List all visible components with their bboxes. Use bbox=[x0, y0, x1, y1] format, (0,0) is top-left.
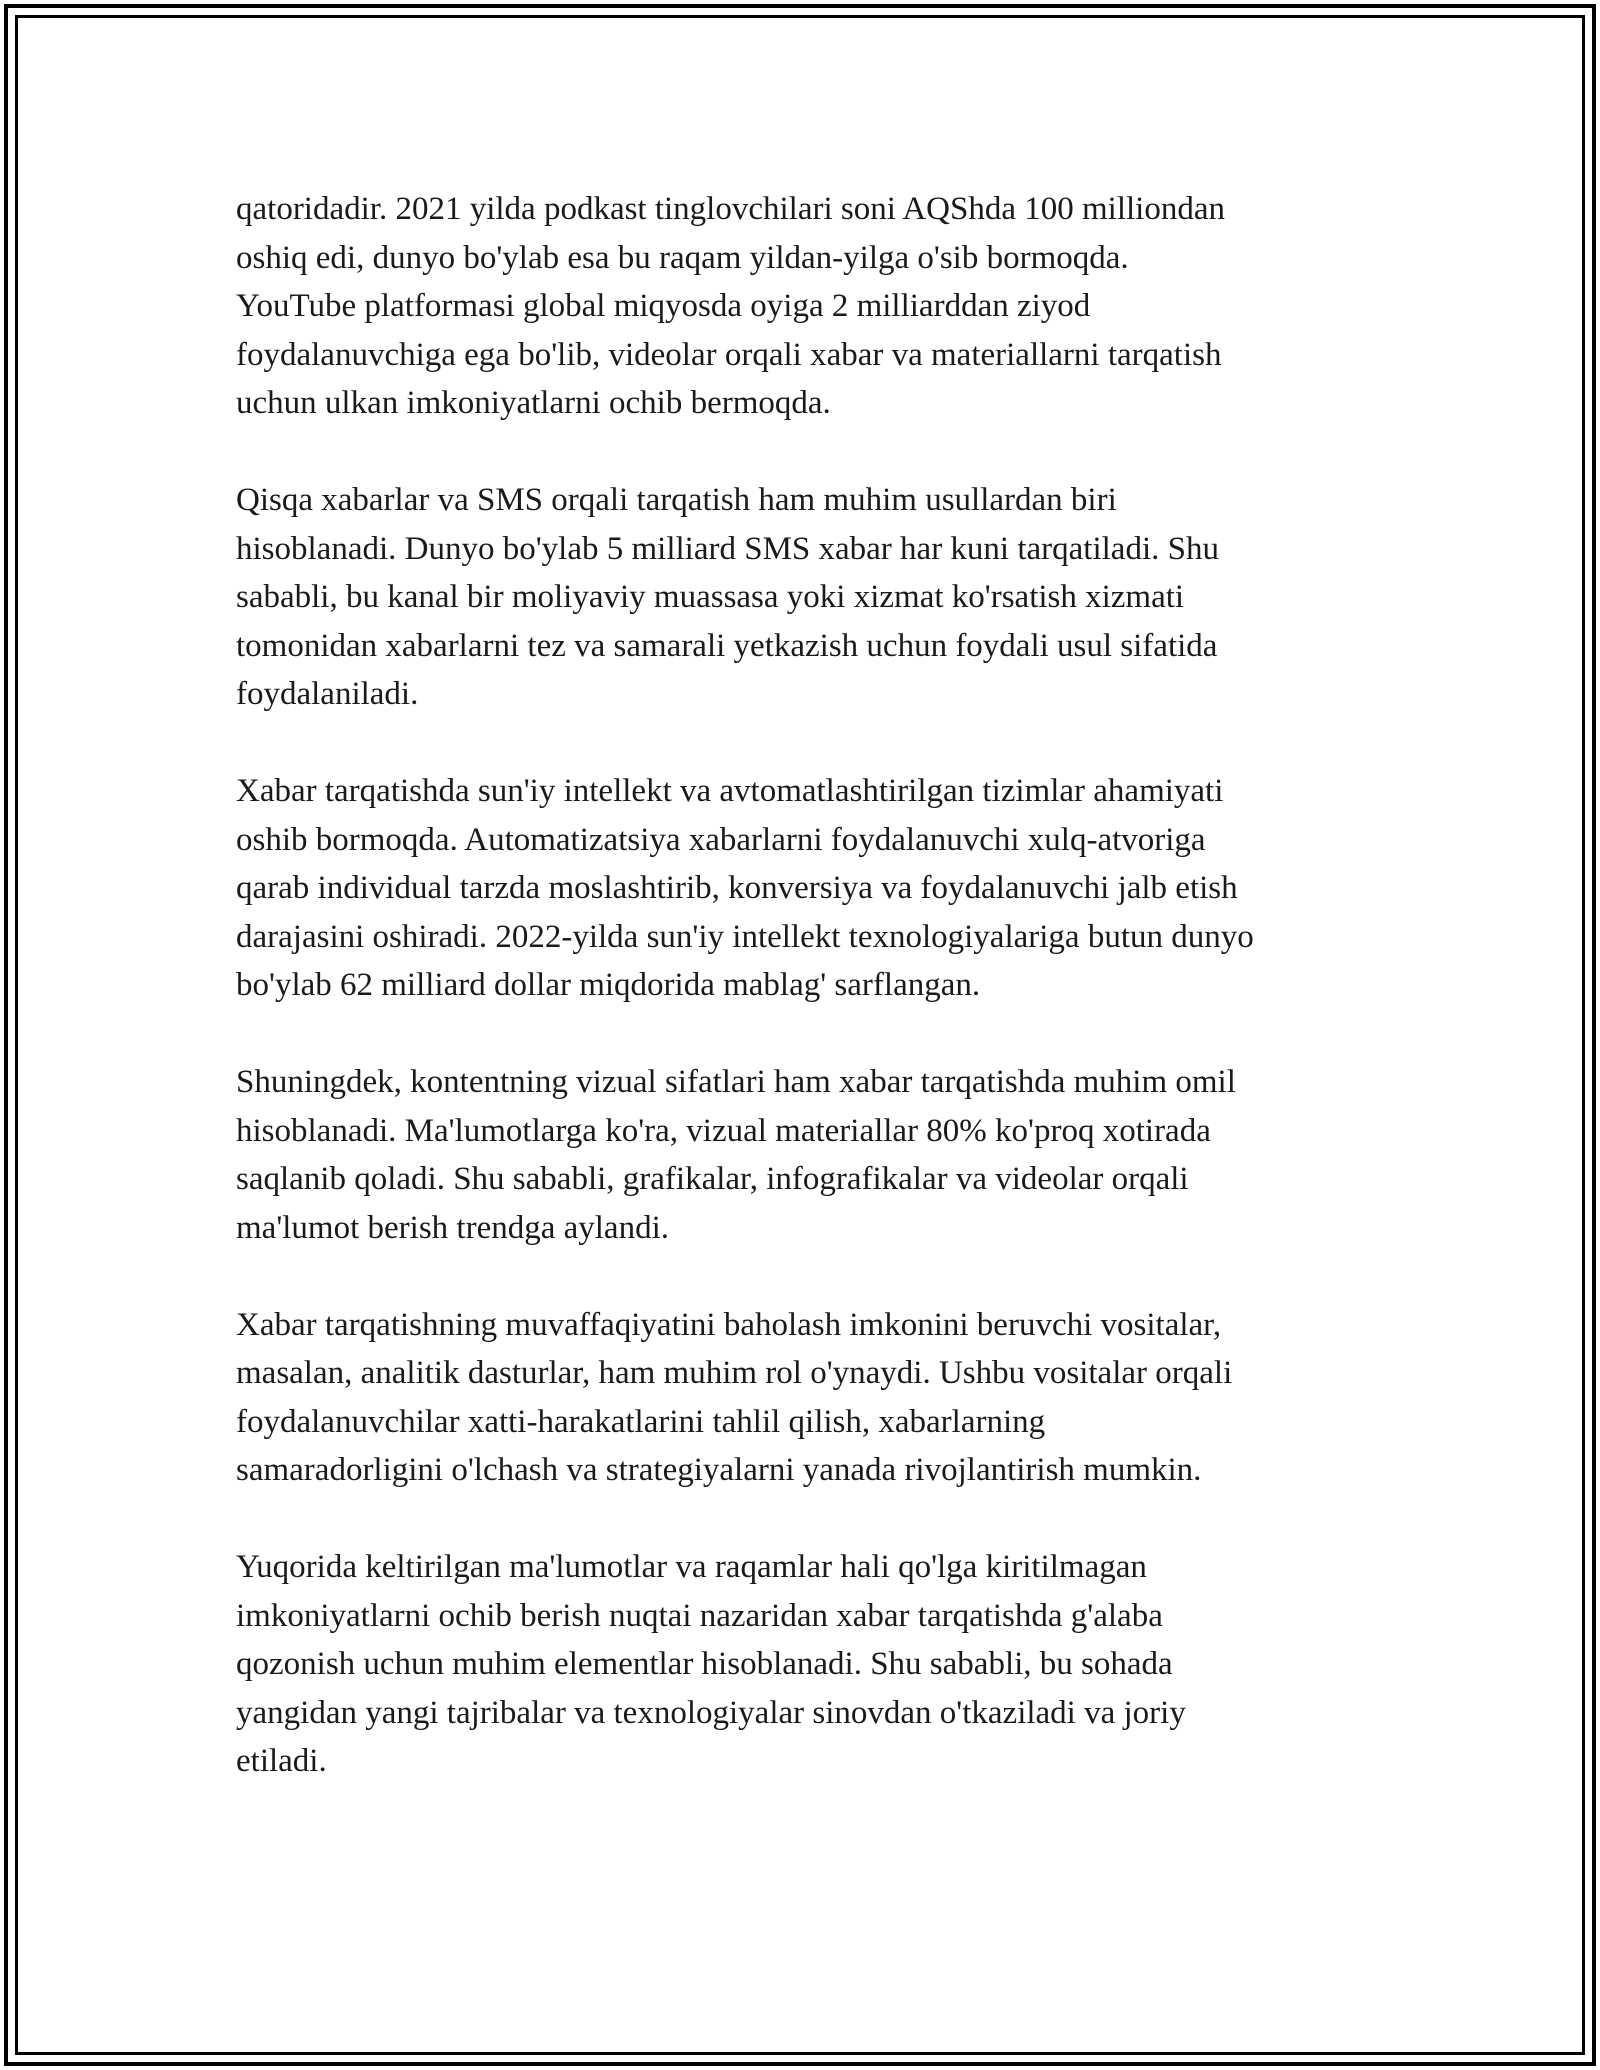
text-line: Qisqa xabarlar va SMS orqali tarqatish ham muhim usullardan biri bbox=[236, 482, 1117, 518]
text-line: qatoridadir. 2021 yilda podkast tinglovchilari soni AQShda 100 milliondan bbox=[236, 191, 1225, 227]
text-line: foydalaniladi. bbox=[236, 676, 419, 712]
text-line: samaradorligini o'lchash va strategiyalarni yanada rivojlantirish mumkin. bbox=[236, 1452, 1202, 1488]
document-body bbox=[236, 185, 1386, 1834]
text-line: foydalanuvchilar xatti-harakatlarini tahlil qilish, xabarlarning bbox=[236, 1403, 1046, 1440]
text-line: sababli, bu kanal bir moliyaviy muassasa yoki xizmat ko'rsatish xizmati bbox=[236, 579, 1185, 615]
text-line: oshiq edi, dunyo bo'ylab esa bu raqam yildan-yilga o'sib bormoqda. bbox=[236, 239, 1129, 276]
text-line: ma'lumot berish trendga aylandi. bbox=[236, 1209, 669, 1246]
paragraph-podcast-youtube bbox=[236, 185, 1386, 428]
text-line: tomonidan xabarlarni tez va samarali yetkazish uchun foydali usul sifatida bbox=[236, 627, 1218, 664]
text-line: etiladi. bbox=[236, 1743, 327, 1779]
paragraph-conclusion bbox=[236, 1543, 1386, 1786]
text-line: Shuningdek, kontentning vizual sifatlari ham xabar tarqatishda muhim omil bbox=[236, 1064, 1236, 1100]
paragraph-sms bbox=[236, 476, 1386, 719]
text-line: imkoniyatlarni ochib berish nuqtai nazaridan xabar tarqatishda g'alaba bbox=[236, 1597, 1163, 1634]
text-line: qozonish uchun muhim elementlar hisoblanadi. Shu sababli, bu sohada bbox=[236, 1646, 1173, 1682]
text-line: darajasini oshiradi. 2022-yilda sun'iy intellekt texnologiyalariga butun dunyo bbox=[236, 918, 1254, 955]
text-line: saqlanib qoladi. Shu sababli, grafikalar, infografikalar va videolar orqali bbox=[236, 1161, 1189, 1197]
paragraph-ai-automation bbox=[236, 767, 1386, 1010]
text-line: masalan, analitik dasturlar, ham muhim rol o'ynaydi. Ushbu vositalar orqali bbox=[236, 1355, 1233, 1391]
paragraph-visual-content bbox=[236, 1058, 1386, 1252]
text-line: Yuqorida keltirilgan ma'lumotlar va raqamlar hali qo'lga kiritilmagan bbox=[236, 1549, 1147, 1585]
text-line: Xabar tarqatishning muvaffaqiyatini baholash imkonini beruvchi vositalar, bbox=[236, 1306, 1222, 1343]
text-line: hisoblanadi. Ma'lumotlarga ko'ra, vizual materiallar 80% ko'proq xotirada bbox=[236, 1112, 1211, 1149]
paragraph-analytics bbox=[236, 1301, 1386, 1495]
text-line: YouTube platformasi global miqyosda oyiga 2 milliarddan ziyod bbox=[236, 288, 1091, 324]
text-line: oshib bormoqda. Automatizatsiya xabarlarni foydalanuvchi xulq-atvoriga bbox=[236, 821, 1206, 858]
text-line: foydalanuvchiga ega bo'lib, videolar orqali xabar va materiallarni tarqatish bbox=[236, 336, 1222, 373]
text-line: bo'ylab 62 milliard dollar miqdorida mablag' sarflangan. bbox=[236, 967, 981, 1003]
text-line: Xabar tarqatishda sun'iy intellekt va avtomatlashtirilgan tizimlar ahamiyati bbox=[236, 773, 1224, 809]
text-line: hisoblanadi. Dunyo bo'ylab 5 milliard SMS xabar har kuni tarqatiladi. Shu bbox=[236, 530, 1219, 567]
text-line: yangidan yangi tajribalar va texnologiyalar sinovdan o'tkaziladi va joriy bbox=[236, 1694, 1186, 1731]
text-line: qarab individual tarzda moslashtirib, konversiya va foydalanuvchi jalb etish bbox=[236, 870, 1238, 906]
text-line: uchun ulkan imkoniyatlarni ochib bermoqda. bbox=[236, 385, 831, 421]
